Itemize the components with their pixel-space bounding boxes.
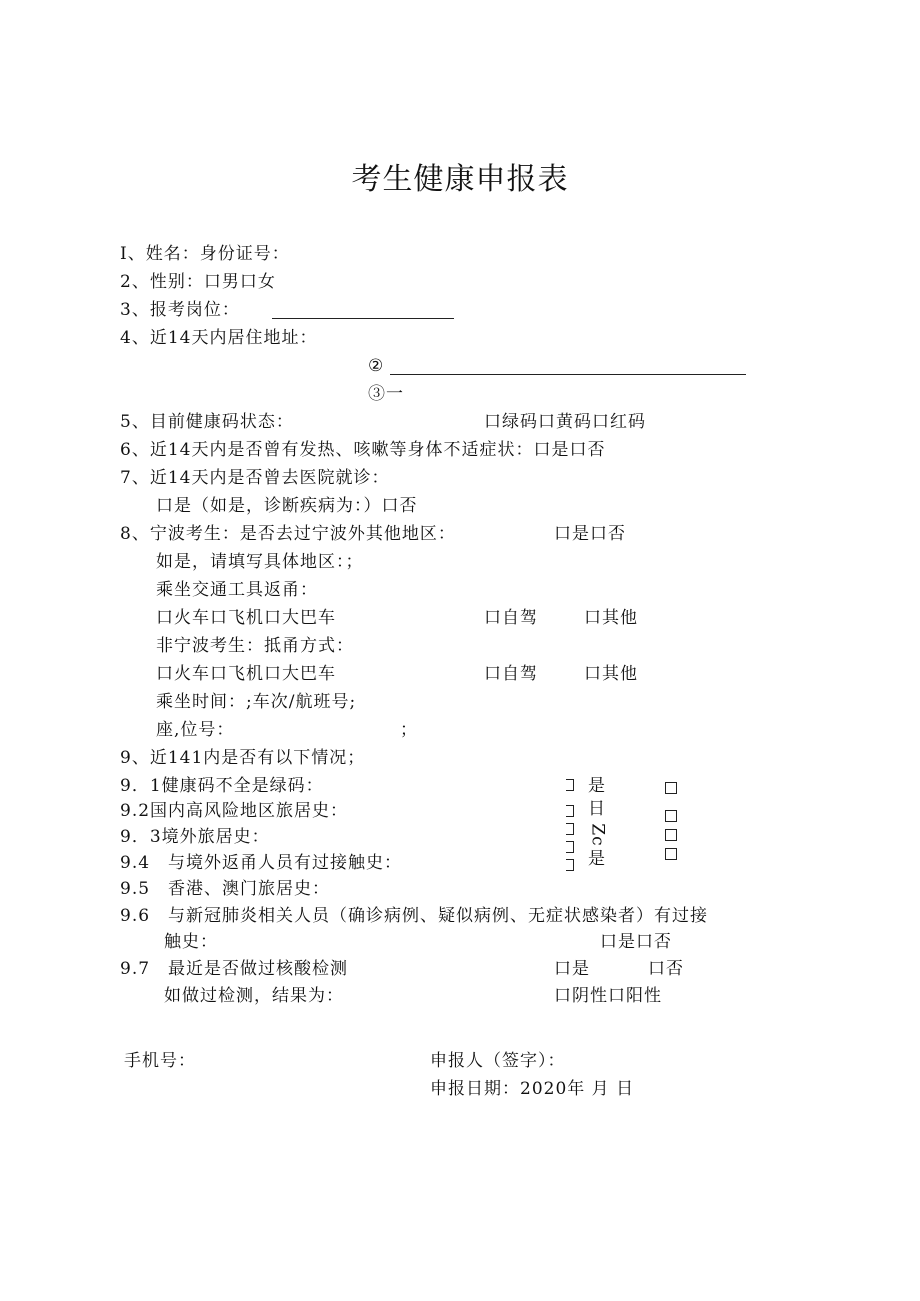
position-underline [272,318,454,319]
address-line-3-label: ③一 [368,384,404,404]
hospital-options: 口是（如是，诊断疾病为：）口否 [156,496,418,516]
signer-label: 申报人（签字）： [430,1051,566,1071]
checkbox-9-3b[interactable] [566,841,574,853]
transport-options-2: 口火车口飞机口大巴车 [156,664,336,684]
option-9-2: 日 [588,799,606,819]
line-position: 3、报考岗位： [120,300,240,320]
checkbox-9-2[interactable] [566,805,574,817]
line-address: 4、近14天内居住地址： [120,328,318,348]
transport-other-1: 口其他 [584,608,638,628]
ningbo-options: 口是口否 [554,524,626,544]
line-test-result: 如做过检测，结果为： [164,986,344,1006]
option-9-3: Zc [587,823,608,847]
checkbox-9-1-no[interactable] [665,782,677,794]
seat-number: 座,位号： [156,720,235,740]
line-9-1: 9．1健康码不全是绿码： [120,776,324,796]
address-line-2-underline [390,374,746,375]
date-label: 申报日期：2020年 月 日 [430,1079,635,1099]
line-9-5: 9.5 香港、澳门旅居史： [120,879,331,899]
checkbox-9-2-no[interactable] [665,810,677,822]
line-9-2: 9.2国内高风险地区旅居史： [120,801,349,821]
line-ningbo: 8、宁波考生：是否去过宁波外其他地区： [120,524,456,544]
line-9-4: 9.4 与境外返甬人员有过接触史： [120,853,403,873]
line-9-6-cont: 触史： [164,932,218,952]
page-title: 考生健康申报表 [351,162,569,197]
line-hospital: 7、近14天内是否曾去医院就诊： [120,468,390,488]
option-9-7-yes: 口是 [554,959,590,979]
seat-number-end: ； [400,720,418,740]
line-9-6: 9.6 与新冠肺炎相关人员（确诊病例、疑似病例、无症状感染者）有过接 [120,906,709,926]
non-ningbo-arrival: 非宁波考生：抵甬方式： [156,636,354,656]
line-symptoms: 6、近14天内是否曾有发热、咳嗽等身体不适症状：口是口否 [120,440,606,460]
test-result-options: 口阴性口阳性 [554,986,662,1006]
line-9-3: 9．3境外旅居史： [120,827,270,847]
option-9-7-no: 口否 [648,959,684,979]
line-health-code: 5、目前健康码状态： [120,412,294,432]
transport-other-2: 口其他 [584,664,638,684]
checkbox-9-3a[interactable] [566,823,574,835]
line-9-7: 9.7 最近是否做过核酸检测 [120,959,349,979]
checkbox-9-4[interactable] [566,859,574,871]
transport-options-1: 口火车口飞机口大巴车 [156,608,336,628]
line-name-id: I、姓名：身份证号： [120,244,290,264]
options-9-6: 口是口否 [600,932,672,952]
transport-self-drive-1: 口自驾 [484,608,538,628]
ningbo-region: 如是，请填写具体地区：； [156,552,364,572]
phone-label: 手机号： [124,1051,196,1071]
transport-self-drive-2: 口自驾 [484,664,538,684]
ningbo-return-transport: 乘坐交通工具返甬： [156,580,318,600]
checkbox-9-3-no[interactable] [665,829,677,841]
option-9-4: 是 [588,849,606,869]
line-situations: 9、近141内是否有以下情况； [120,748,366,768]
checkbox-9-4-no[interactable] [665,848,677,860]
address-line-2-label: ② [368,356,385,376]
travel-time-flight: 乘坐时间：;车次/航班号; [156,692,357,712]
line-gender: 2、性别：口男口女 [120,272,276,292]
health-code-options: 口绿码口黄码口红码 [484,412,646,432]
checkbox-9-1[interactable] [566,779,574,791]
option-9-1: 是 [588,776,606,796]
